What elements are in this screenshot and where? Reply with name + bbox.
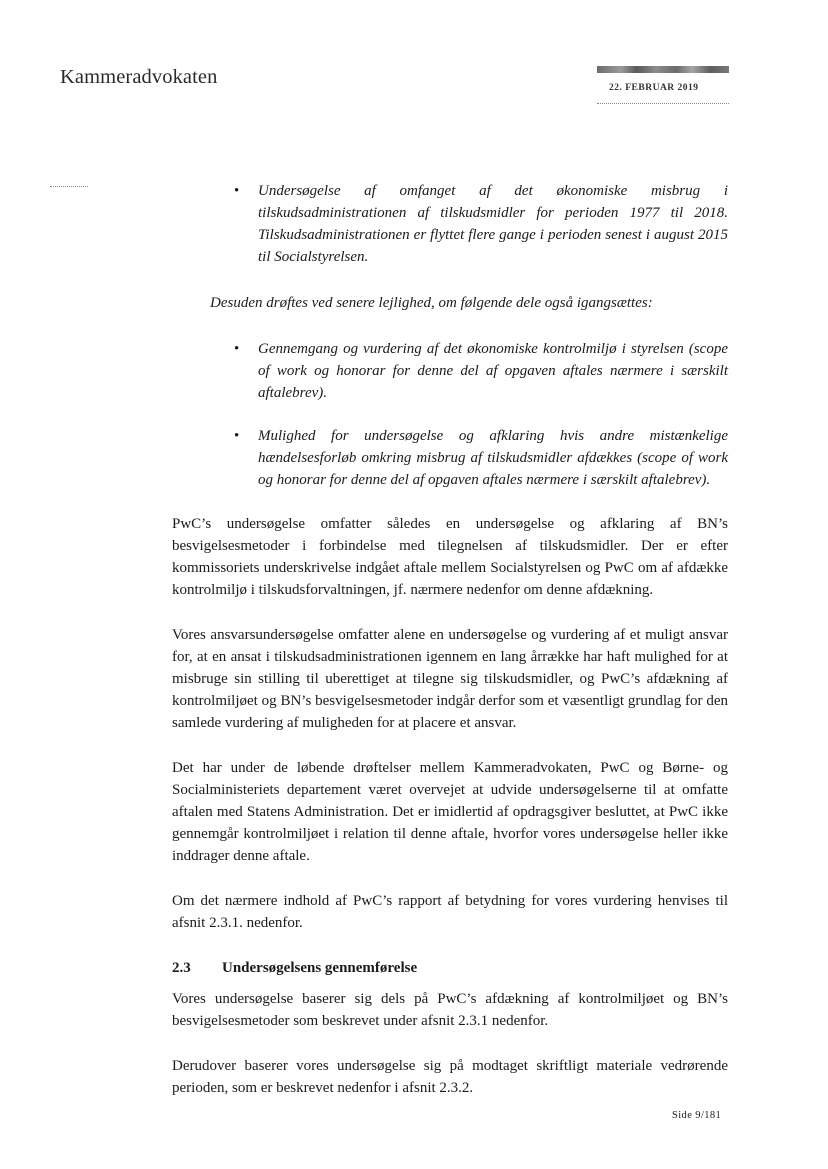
date-divider — [597, 103, 729, 104]
kammeradvokaten-logo: Kammeradvokaten — [60, 66, 218, 88]
section-number: 2.3 — [172, 960, 191, 976]
bullet-list-2 — [172, 338, 728, 491]
section-heading — [172, 957, 728, 979]
date-bar-decoration — [597, 66, 729, 73]
body-paragraph: Om det nærmere indhold af PwC’s rapport af betydning for vores vurdering henvises til afsnit 2.3.1. nedenfor. — [172, 893, 728, 931]
bullet-item: • Mulighed for undersøgelse og afklaring hvis andre mistænkelige hændelsesforløb omkring misbrug af tilskudsmidler afdækkes (scope of work og honorar for denne del af opgaven aftales nærmere i særskilt aftalebrev). — [258, 425, 728, 491]
document-date: 22. FEBRUAR 2019 — [609, 83, 699, 93]
bullet-item: • Undersøgelse af omfanget af det økonomiske misbrug i tilskudsadministrationen af tilskudsmidler for perioden 1977 til 2018. Tilskudsadministrationen er flyttet flere gange i perioden senest i august 2015 til Socialstyrelsen. — [258, 180, 728, 268]
margin-divider — [50, 186, 88, 187]
section-paragraph: Vores undersøgelse baserer sig dels på PwC’s afdækning af kontrolmiljøet og BN’s besvigelsesmetoder som beskrevet under afsnit 2.3.1 nedenfor. — [172, 991, 728, 1029]
bullet-list-1 — [172, 180, 728, 268]
body-paragraph: Vores ansvarsundersøgelse omfatter alene en undersøgelse og vurdering af et muligt ansvar for, at en ansat i tilskudsadministrationen igennem en lang årrække har haft mulighed for at misbruge sin stilling til uberettiget at tilegne sig tilskudsmidler, og PwC’s afdækning af kontrolmiljøet og BN’s besvigelsesmetoder indgår derfor som et væsentligt grundlag for den samlede vurdering af muligheden for at placere et ansvar. — [172, 627, 728, 731]
body-paragraph: PwC’s undersøgelse omfatter således en undersøgelse og afklaring af BN’s besvigelsesmetoder i forbindelse med tilegnelsen af tilskudsmidler. Der er efter kommissoriets underskrivelse indgået aftale mellem Socialstyrelsen og PwC om af afdække kontrolmiljø i tilskudsforvaltningen, jf. nærmere nedenfor om denne afdækning. — [172, 516, 728, 598]
section-title: Undersøgelsens gennemførelse — [222, 960, 418, 976]
date-block — [597, 66, 729, 104]
document-body — [172, 180, 728, 1122]
bullet-item: • Gennemgang og vurdering af det økonomiske kontrolmiljø i styrelsen (scope of work og honorar for denne del af opgaven aftales nærmere i særskilt aftalebrev). — [258, 338, 728, 404]
body-paragraph: Det har under de løbende drøftelser mellem Kammeradvokaten, PwC og Børne- og Socialministeriets departement været overvejet at udvide undersøgelserne til at omfatte aftalen med Statens Administration. Det er imidlertid af opdragsgiver besluttet, at PwC ikke gennemgår kontrolmiljøet i relation til denne aftale, hvorfor vores undersøgelse heller ikke inddrager denne aftale. — [172, 760, 728, 864]
intro-paragraph: Desuden drøftes ved senere lejlighed, om følgende dele også igangsættes: — [210, 295, 653, 311]
page-number: Side 9/181 — [672, 1110, 722, 1121]
section-paragraph: Derudover baserer vores undersøgelse sig på modtaget skriftligt materiale vedrørende perioden, som er beskrevet nedenfor i afsnit 2.3.2. — [172, 1058, 728, 1096]
